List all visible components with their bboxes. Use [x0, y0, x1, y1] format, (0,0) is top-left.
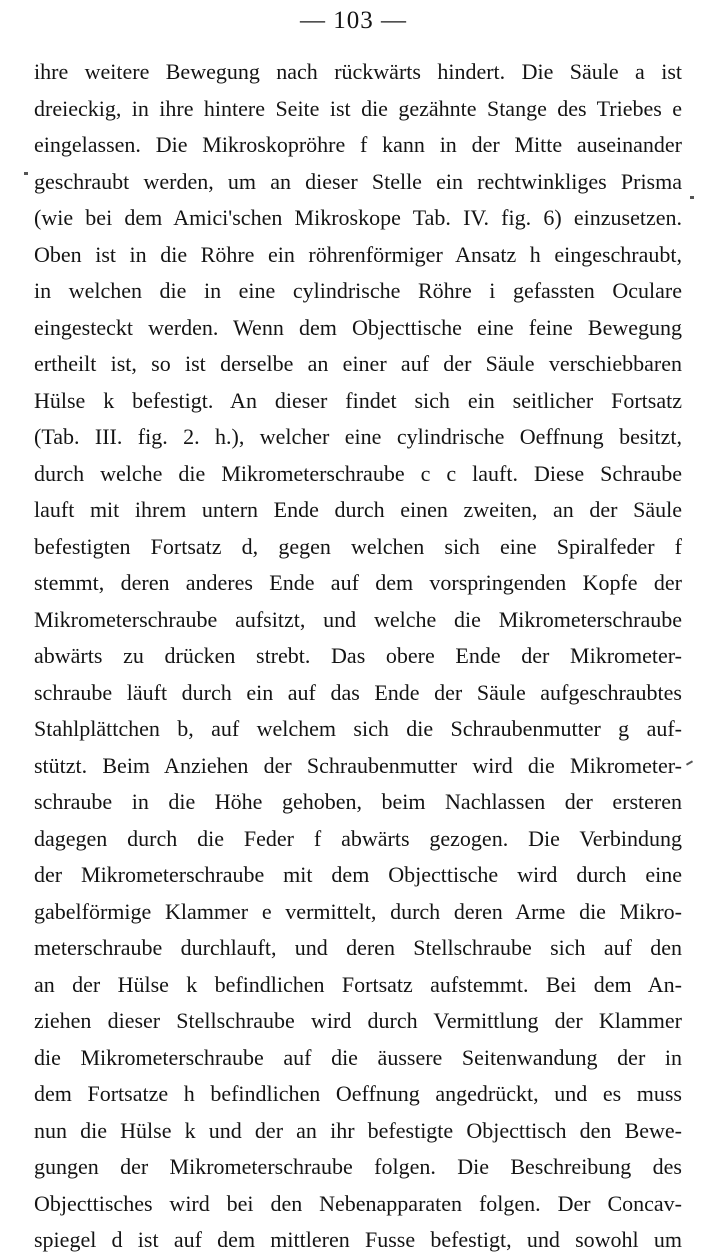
- text-line: befestigten Fortsatz d, gegen welchen sich eine Spiralfeder f: [34, 533, 682, 559]
- text-line: Stahlplättchen b, auf welchem sich die Schraubenmutter g auf-: [34, 716, 682, 741]
- body-text: [34, 54, 682, 1259]
- text-line: Oben ist in die Röhre ein röhrenförmiger Ansatz h eingeschraubt,: [34, 241, 682, 267]
- text-line: (wie bei dem Amici'schen Mikroskope Tab. IV. fig. 6) einzusetzen.: [34, 205, 682, 230]
- text-line: meterschraube durchlauft, und deren Stellschraube sich auf den: [34, 935, 682, 960]
- text-line: an der Hülse k befindlichen Fortsatz aufstemmt. Bei dem An-: [34, 971, 682, 997]
- text-line: ziehen dieser Stellschraube wird durch Vermittlung der Klammer: [34, 1008, 682, 1033]
- margin-speck: [690, 196, 694, 199]
- text-line: spiegel d ist auf dem mittleren Fusse befestigt, und sowohl um: [34, 1227, 682, 1252]
- text-line: ertheilt ist, so ist derselbe an einer auf der Säule verschiebbaren: [34, 351, 682, 376]
- margin-speck: [24, 172, 28, 175]
- text-line: in welchen die in eine cylindrische Röhre i gefassten Oculare: [34, 278, 682, 303]
- text-line: gungen der Mikrometerschraube folgen. Die Beschreibung des: [34, 1154, 682, 1179]
- text-line: durch welche die Mikrometerschraube c c lauft. Diese Schraube: [34, 460, 682, 486]
- text-line: abwärts zu drücken strebt. Das obere Ende der Mikrometer-: [34, 643, 682, 668]
- text-line: eingelassen. Die Mikroskopröhre f kann in der Mitte auseinander: [34, 132, 682, 157]
- text-line: schraube läuft durch ein auf das Ende der Säule aufgeschraubtes: [34, 679, 682, 705]
- text-line: lauft mit ihrem untern Ende durch einen zweiten, an der Säule: [34, 497, 682, 522]
- text-line: die Mikrometerschraube auf die äussere Seitenwandung der in: [34, 1044, 682, 1070]
- page-number: — 103 —: [300, 7, 407, 34]
- text-line: Objecttisches wird bei den Nebenapparaten folgen. Der Concav-: [34, 1190, 682, 1216]
- text-line: schraube in die Höhe gehoben, beim Nachlassen der ersteren: [34, 789, 682, 814]
- text-line: dem Fortsatze h befindlichen Oeffnung angedrückt, und es muss: [34, 1081, 682, 1106]
- text-line: (Tab. III. fig. 2. h.), welcher eine cylindrische Oeffnung besitzt,: [34, 424, 682, 449]
- text-line: stützt. Beim Anziehen der Schraubenmutter wird die Mikrometer-: [34, 752, 682, 778]
- margin-speck: [686, 760, 693, 765]
- text-line: stemmt, deren anderes Ende auf dem vorspringenden Kopfe der: [34, 570, 682, 595]
- text-line: eingesteckt werden. Wenn dem Objecttische eine feine Bewegung: [34, 314, 682, 340]
- text-line: geschraubt werden, um an dieser Stelle ein rechtwinkliges Prisma: [34, 168, 682, 194]
- text-line: dreieckig, in ihre hintere Seite ist die gezähnte Stange des Triebes e: [34, 95, 682, 121]
- text-line: Hülse k befestigt. An dieser findet sich ein seitlicher Fortsatz: [34, 387, 682, 413]
- text-line: der Mikrometerschraube mit dem Objecttische wird durch eine: [34, 862, 682, 887]
- text-line: Mikrometerschraube aufsitzt, und welche die Mikrometerschraube: [34, 606, 682, 632]
- text-line: nun die Hülse k und der an ihr befestigte Objecttisch den Bewe-: [34, 1117, 682, 1143]
- text-line: dagegen durch die Feder f abwärts gezogen. Die Verbindung: [34, 825, 682, 851]
- text-line: ihre weitere Bewegung nach rückwärts hindert. Die Säule a ist: [34, 59, 682, 84]
- text-line: gabelförmige Klammer e vermittelt, durch deren Arme die Mikro-: [34, 898, 682, 924]
